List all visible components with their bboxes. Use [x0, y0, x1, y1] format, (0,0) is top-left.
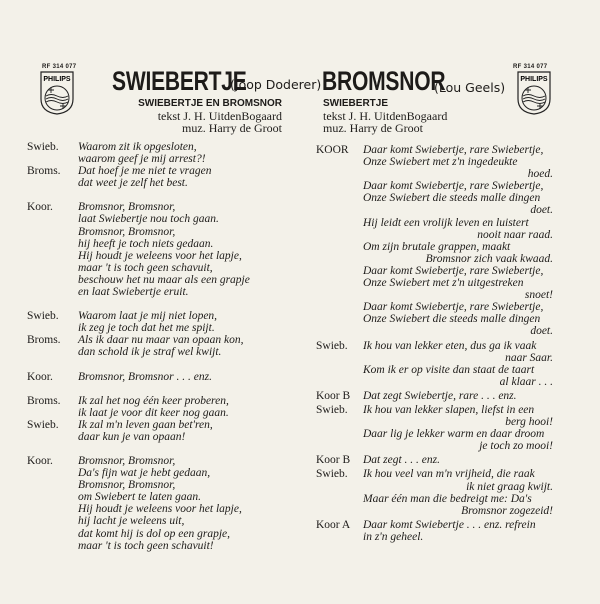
stanza [27, 455, 297, 552]
left-lyrics-credit: tekst J. H. UitdenBogaard [157, 109, 282, 123]
lyric-line: Kom ik er op visite dan staat de taart [363, 363, 535, 376]
stanza-lines [78, 165, 293, 189]
lyric-line: maar 't is toch geen schavuit! [78, 539, 214, 552]
lyric-line: waarom geef je mij arrest?! [78, 153, 206, 166]
stanza [27, 334, 297, 358]
stanza [316, 404, 556, 452]
lyric-line: Dat zegt . . . enz. [363, 454, 440, 467]
lyric-line: daar kun je van opaan! [78, 430, 186, 443]
speaker-label: Koor B [316, 454, 351, 467]
speaker-label: Koor. [27, 201, 53, 214]
stanza [316, 468, 556, 516]
speaker-label: Swieb. [316, 403, 348, 416]
lyric-line: Onze Swiebert die steeds malle dingen [363, 313, 541, 326]
lyric-line: dan schold ik je straf wel kwijt. [78, 346, 222, 359]
left-lyrics [27, 141, 297, 552]
lyric-line: Daar komt Swiebertje, rare Swiebertje, [363, 180, 544, 193]
stanza [27, 419, 297, 443]
speaker-label: Swieb. [27, 310, 59, 323]
lyric-line: Onze Swiebert met z'n uitgestreken [363, 277, 524, 290]
lyric-line: en laat Swiebertje eruit. [78, 286, 189, 299]
right-credits [323, 98, 447, 134]
lyric-line: Da's fijn wat je hebt gedaan, [78, 467, 211, 480]
lyric-line: Daar komt Swiebertje . . . enz. refrein [363, 518, 536, 531]
lyric-line-continuation: berg hooi! [505, 416, 553, 429]
lyric-line-continuation: naar Saar. [505, 351, 553, 364]
stanza [27, 310, 297, 334]
stanza-group [27, 310, 297, 358]
speaker-label: Koor. [27, 370, 53, 383]
stanza-group [27, 395, 297, 443]
lyric-line: Hij houdt je weleens voor het lapje, [78, 249, 242, 262]
stanza-lines [363, 519, 553, 543]
speaker-label: Koor A [316, 518, 351, 531]
philips-logo-right [517, 71, 551, 115]
lyric-line: beschouw het nu maar als een grapje [78, 273, 250, 286]
lyric-line: dat weet je zelf het best. [78, 177, 188, 190]
lyric-line: Dat hoef je me niet te vragen [78, 165, 212, 178]
stanza-lines [363, 468, 553, 516]
lyric-line-continuation: Bromsnor zogezeid! [461, 504, 553, 517]
lyric-line: maar 't is toch geen schavuit, [78, 261, 213, 274]
speaker-label: Koor. [27, 454, 53, 467]
stanza-lines [363, 390, 553, 402]
lyric-line: ik zeg je toch dat het me spijt. [78, 322, 215, 335]
lyric-line: Waarom laat je mij niet lopen, [78, 310, 218, 323]
stanza-lines [78, 455, 293, 552]
stanza [316, 144, 556, 338]
lyric-line: hij lacht je weleens uit, [78, 515, 185, 528]
stanza-lines [78, 201, 293, 298]
left-credits [138, 98, 282, 134]
stanza [27, 201, 297, 298]
speaker-label: Broms. [27, 165, 61, 178]
right-lyrics [316, 144, 556, 543]
lyric-line: Waarom zit ik opgesloten, [78, 141, 197, 153]
lyric-line: Daar komt Swiebertje, rare Swiebertje, [363, 144, 544, 156]
stanza-lines [78, 334, 293, 358]
right-song-title: SWIEBERTJE [323, 98, 389, 109]
speaker-label: KOOR [316, 144, 349, 156]
lyric-line: om Swiebert te laten gaan. [78, 491, 201, 504]
lyric-line-continuation: doet. [530, 325, 553, 338]
lyric-line-continuation: al klaar . . . [499, 375, 553, 388]
lyric-line-continuation: ik niet graag kwijt. [466, 480, 553, 493]
lyric-line: Ik zal het nog één keer proberen, [78, 394, 229, 407]
philips-logo-left [40, 71, 74, 115]
left-music-credit: muz. Harry de Groot [182, 121, 282, 135]
lyric-line-continuation: Bromsnor zich vaak kwaad. [425, 252, 553, 265]
speaker-label: Swieb. [316, 339, 348, 352]
stanza-lines [78, 395, 293, 419]
lyric-line: in z'n geheel. [363, 530, 424, 543]
lyric-line: Maar één man die bedreigt me: Da's [363, 492, 532, 505]
lyric-line: Hij leidt een vrolijk leven en luistert [363, 216, 529, 229]
right-title: BROMSNOR [322, 66, 446, 96]
lyric-line: Daar komt Swiebertje, rare Swiebertje, [363, 301, 544, 314]
speaker-label: Koor B [316, 389, 351, 402]
lyric-line: Daar lig je lekker warm en daar droom [363, 428, 545, 441]
stanza [316, 340, 556, 388]
stanza-lines [363, 144, 553, 338]
speaker-label: Swieb. [316, 468, 348, 481]
stanza-group [27, 141, 297, 189]
left-performer: (Joop Doderer) [230, 77, 322, 92]
lyric-line-continuation: snoet! [524, 289, 553, 302]
lyric-line: Bromsnor, Bromsnor, [78, 454, 176, 467]
speaker-label: Broms. [27, 394, 61, 407]
stanza-group [27, 201, 297, 298]
lyric-line: Ik hou van lekker eten, dus ga ik vaak [363, 339, 537, 352]
lyric-line: Hij houdt je weleens voor het lapje, [78, 503, 242, 516]
stanza-lines [363, 340, 553, 388]
stanza-lines [78, 310, 293, 334]
lyric-line-continuation: je toch zo mooi! [479, 440, 553, 453]
speaker-label: Swieb. [27, 141, 59, 153]
speaker-label: Swieb. [27, 418, 59, 431]
lyric-line: hij heeft je toch niets gedaan. [78, 237, 214, 250]
lyric-line: Als ik daar nu maar van opaan kon, [78, 334, 244, 347]
stanza-lines [78, 141, 293, 165]
stanza [316, 519, 556, 543]
catalog-number-right: RF 314 077 [513, 64, 548, 70]
speaker-label: Broms. [27, 334, 61, 347]
left-song-title: SWIEBERTJE EN BROMSNOR [138, 98, 282, 109]
lyric-line: Bromsnor, Bromsnor, [78, 479, 176, 492]
stanza [27, 371, 297, 383]
lyric-line: Dat zegt Swiebertje, rare . . . enz. [363, 389, 517, 402]
svg-text:PHILIPS: PHILIPS [520, 76, 548, 83]
stanza [27, 165, 297, 189]
stanza [316, 390, 556, 402]
left-title: SWIEBERTJE [112, 66, 247, 96]
lyric-line: Daar komt Swiebertje, rare Swiebertje, [363, 264, 544, 277]
lyric-line: Onze Swiebert die steeds malle dingen [363, 192, 541, 205]
stanza-lines [363, 454, 553, 466]
stanza [27, 395, 297, 419]
lyric-line: Bromsnor, Bromsnor . . . enz. [78, 370, 212, 383]
stanza [27, 141, 297, 165]
lyric-line: Ik hou veel van m'n vrijheid, die raak [363, 468, 535, 481]
stanza-lines [78, 371, 293, 383]
catalog-number-left: RF 314 077 [42, 64, 77, 70]
stanza-group [27, 455, 297, 552]
lyric-line: Onze Swiebert met z'n ingedeukte [363, 156, 518, 169]
lyric-line: Bromsnor, Bromsnor, [78, 201, 176, 214]
stanza-group [27, 371, 297, 383]
lyric-line: laat Swiebertje nou toch gaan. [78, 213, 219, 226]
stanza-lines [363, 404, 553, 452]
lyric-line: dat komt hij is dol op een grapje, [78, 527, 231, 540]
lyric-line: Bromsnor, Bromsnor, [78, 225, 176, 238]
lyric-line-continuation: doet. [530, 204, 553, 217]
right-performer: (Lou Geels) [434, 80, 506, 95]
right-lyrics-credit: tekst J. H. UitdenBogaard [323, 109, 448, 123]
lyric-line-continuation: nooit naar raad. [477, 228, 553, 241]
right-music-credit: muz. Harry de Groot [323, 121, 423, 135]
lyric-line: Om zijn brutale grappen, maakt [363, 240, 511, 253]
stanza-lines [78, 419, 293, 443]
lyric-line-continuation: hoed. [527, 168, 553, 181]
lyric-line: ik laat je voor dit keer nog gaan. [78, 406, 229, 419]
stanza [316, 454, 556, 466]
lyric-line: Ik zal m'n leven gaan bet'ren, [78, 418, 213, 431]
svg-text:PHILIPS: PHILIPS [43, 76, 71, 83]
lyric-line: Ik hou van lekker slapen, liefst in een [363, 403, 535, 416]
